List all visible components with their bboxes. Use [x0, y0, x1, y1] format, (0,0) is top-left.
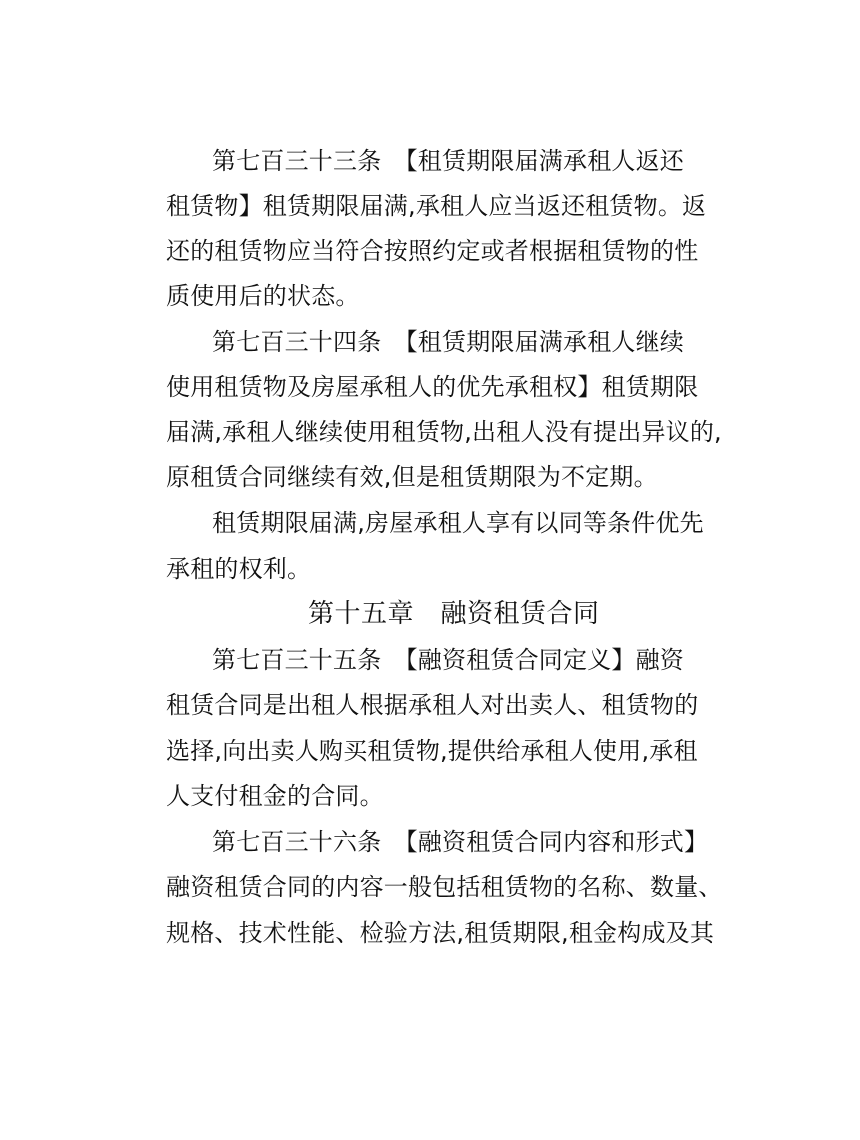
article-735-heading-line: 第七百三十五条 【融资租赁合同定义】融资 — [212, 646, 684, 674]
article-734-heading-line: 第七百三十四条 【租赁期限届满承租人继续 — [212, 328, 684, 356]
article-736-heading-line: 第七百三十六条 【融资租赁合同内容和形式】 — [212, 828, 709, 856]
article-736-text-line-1: 融资租赁合同的内容一般包括租赁物的名称、数量、 — [166, 873, 723, 901]
article-733-text-line-3: 质使用后的状态。 — [166, 282, 360, 310]
article-735-text-line-2: 选择,向出卖人购买租赁物,提供给承租人使用,承租 — [166, 737, 698, 765]
article-734-text-line-2: 届满,承租人继续使用租赁物,出租人没有提出异议的, — [166, 418, 722, 446]
article-734-paragraph-2-line-2: 承租的权利。 — [166, 555, 312, 583]
article-734-paragraph-2-line-1: 租赁期限届满,房屋承租人享有以同等条件优先 — [212, 509, 704, 537]
article-733-text-line-2: 还的租赁物应当符合按照约定或者根据租赁物的性 — [166, 237, 699, 265]
article-733-heading-line: 第七百三十三条 【租赁期限届满承租人返还 — [212, 147, 684, 175]
article-735-text-line-1: 租赁合同是出租人根据承租人对出卖人、租赁物的 — [166, 691, 699, 719]
article-733-text-line-1: 租赁物】租赁期限届满,承租人应当返还租赁物。返 — [166, 192, 707, 220]
article-734-text-line-3: 原租赁合同继续有效,但是租赁期限为不定期。 — [166, 463, 658, 491]
article-736-text-line-2: 规格、技术性能、检验方法,租赁期限,租金构成及其 — [166, 919, 715, 947]
article-735-text-line-3: 人支付租金的合同。 — [166, 782, 384, 810]
chapter-15-title: 第十五章 融资租赁合同 — [308, 599, 600, 629]
article-734-text-line-1: 使用租赁物及房屋承租人的优先承租权】租赁期限 — [166, 373, 699, 401]
